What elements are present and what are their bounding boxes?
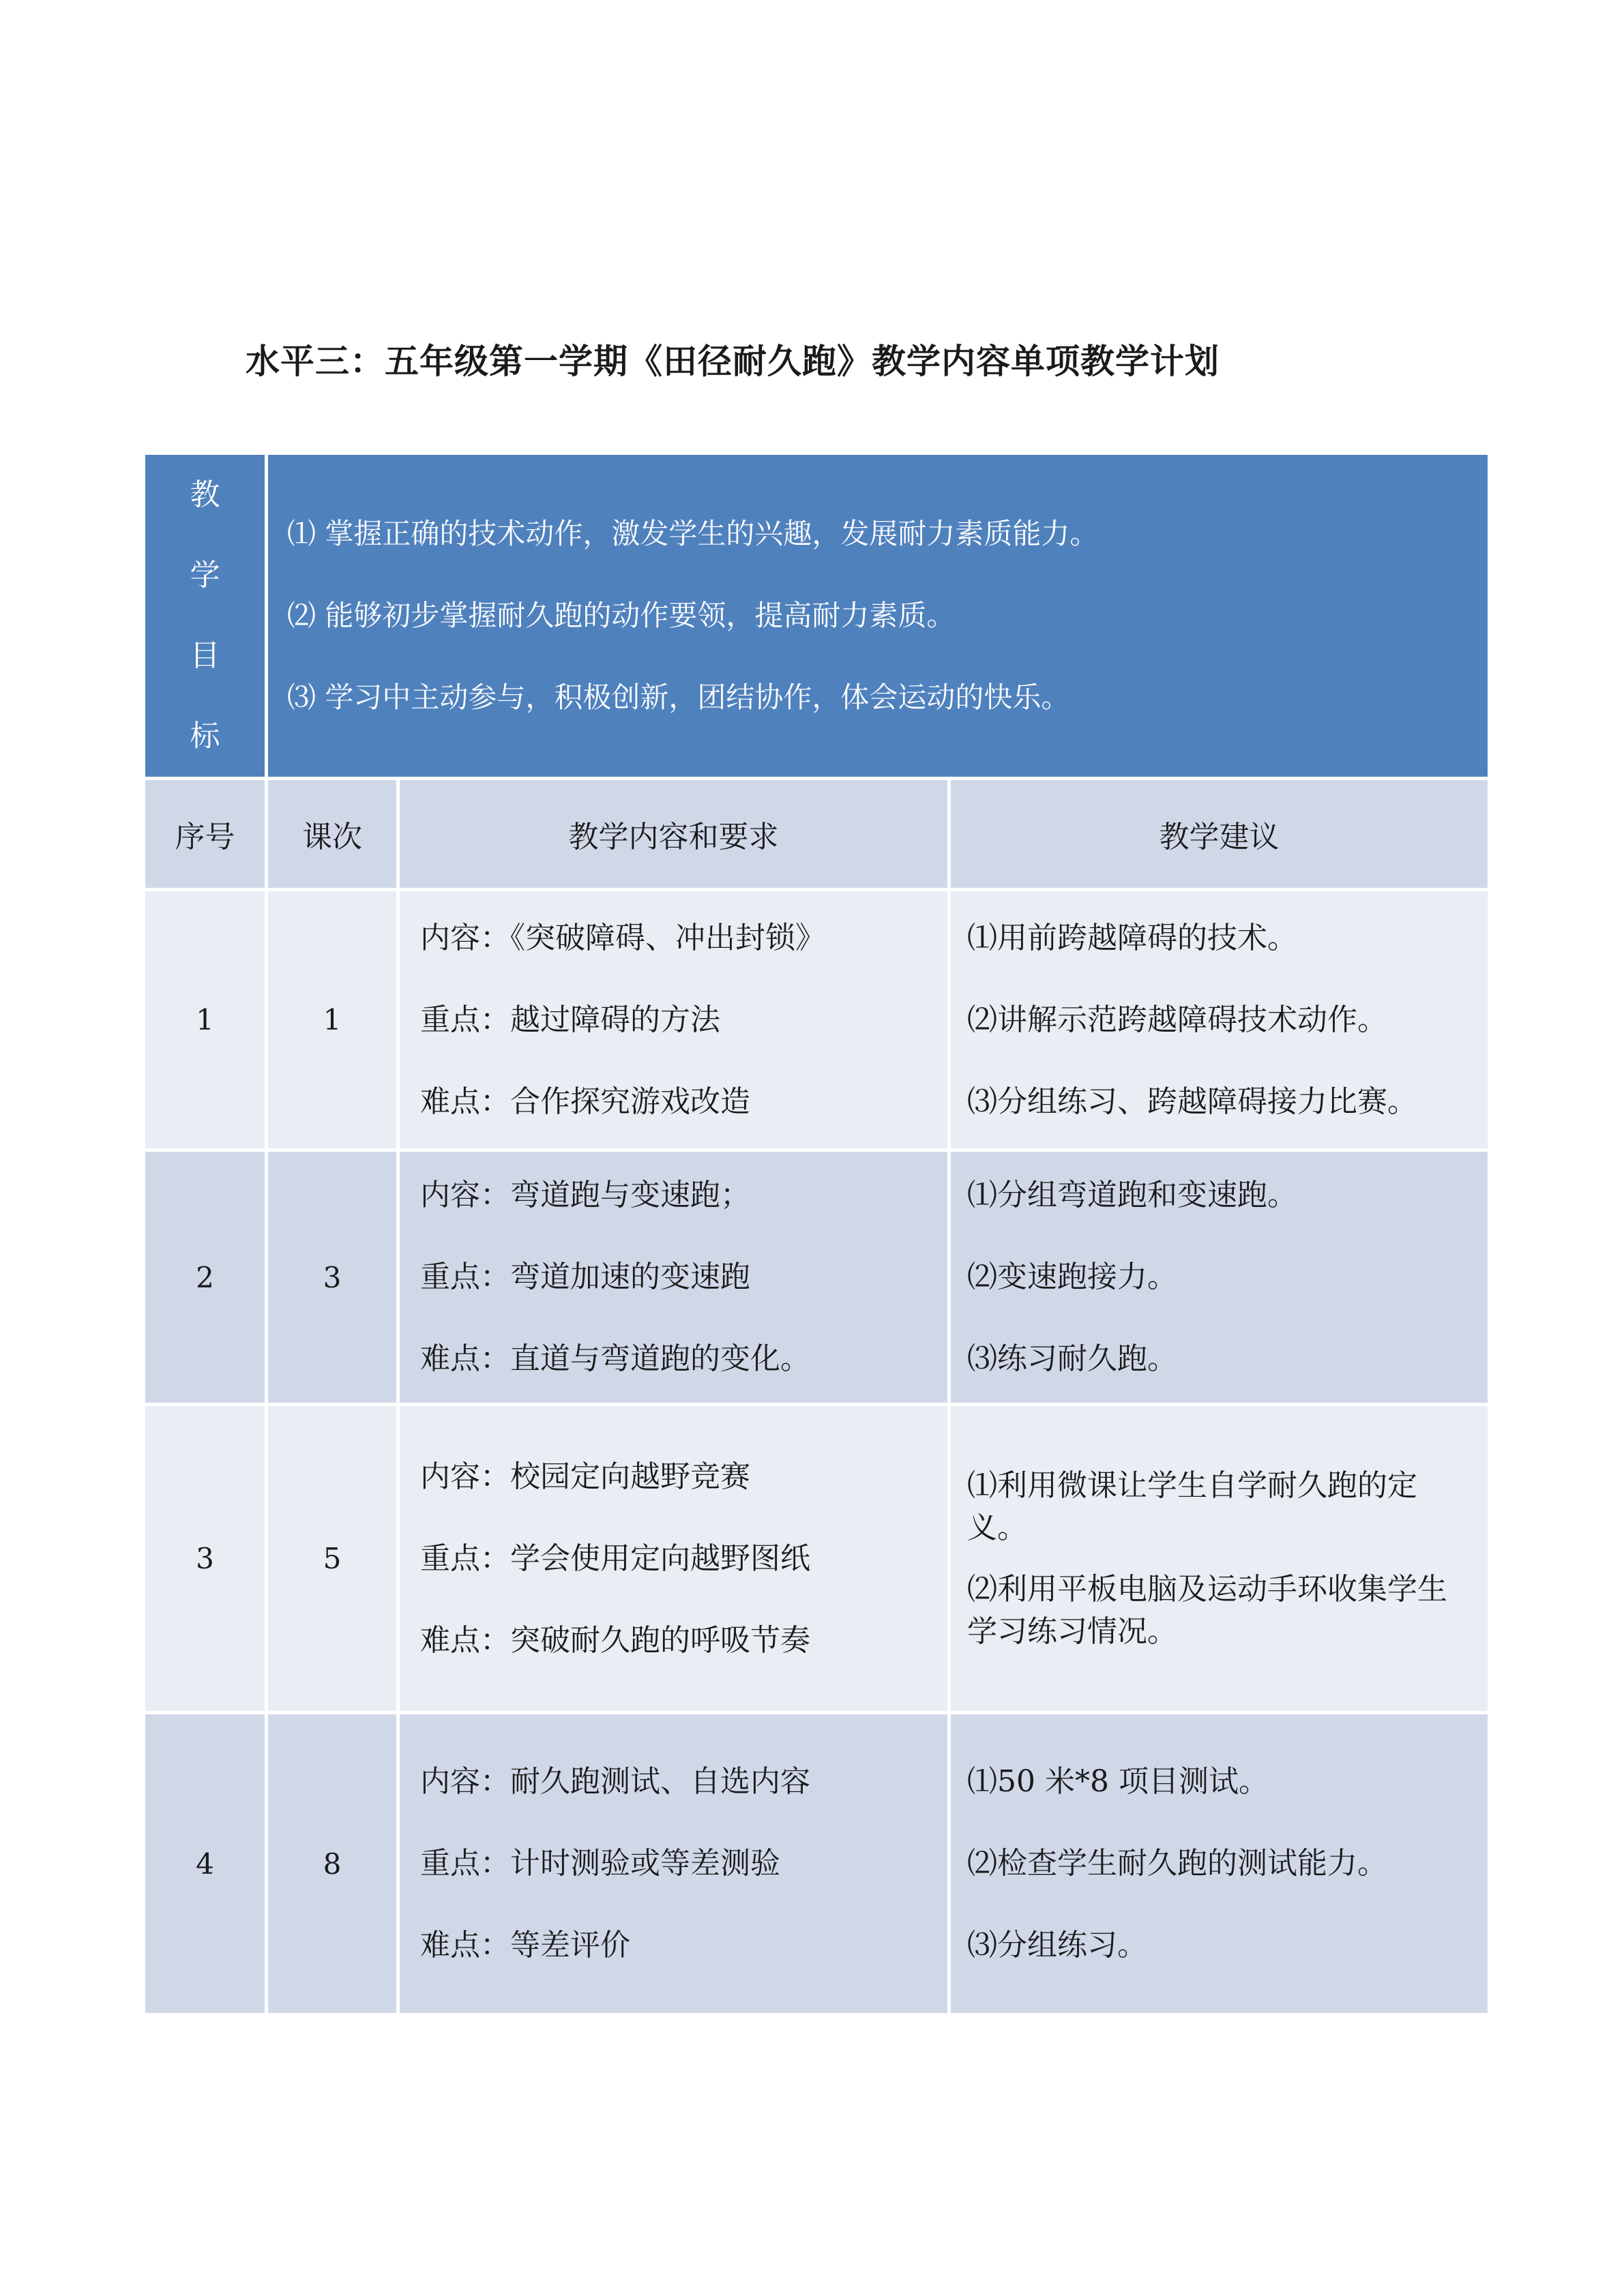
objectives-list [267, 453, 1490, 779]
objective-item: ⑴ 掌握正确的技术动作，激发学生的兴趣，发展耐力素质能力。 [287, 517, 1099, 550]
row-suggestions [949, 890, 1490, 1150]
row-content [398, 1150, 949, 1405]
teaching-plan-table [142, 451, 1491, 2016]
table-row [144, 1713, 1490, 2015]
suggestion-line: ⑵变速跑接力。 [967, 1259, 1177, 1294]
header-row [144, 779, 1490, 890]
content-line: 难点：等差评价 [420, 1928, 630, 1963]
row-content [398, 1713, 949, 2015]
suggestion-line: ⑵利用平板电脑及运动手环收集学生学习练习情况。 [967, 1571, 1447, 1649]
suggestion-line: ⑶分组练习。 [967, 1928, 1147, 1963]
row-index: 2 [144, 1150, 267, 1405]
content-line: 内容：校园定向越野竞赛 [420, 1459, 750, 1494]
objective-item: ⑶ 学习中主动参与，积极创新，团结协作，体会运动的快乐。 [287, 681, 1070, 714]
row-content [398, 890, 949, 1150]
header-index: 序号 [144, 779, 267, 890]
content-line: 难点：直道与弯道跑的变化。 [420, 1341, 810, 1376]
objective-item: ⑵ 能够初步掌握耐久跑的动作要领，提高耐力素质。 [287, 599, 956, 632]
content-line: 难点：突破耐久跑的呼吸节奏 [420, 1622, 810, 1658]
row-lesson: 5 [267, 1405, 398, 1713]
objectives-label-char: 目 [190, 638, 220, 673]
suggestion-line: ⑴用前跨越障碍的技术。 [967, 920, 1297, 955]
suggestion-line: ⑴利用微课让学生自学耐久跑的定义。 [967, 1467, 1417, 1545]
content-line: 内容：《突破障碍、冲出封锁》 [420, 920, 825, 955]
table-row [144, 890, 1490, 1150]
suggestion-line: ⑵讲解示范跨越障碍技术动作。 [967, 1002, 1387, 1037]
table-row [144, 1150, 1490, 1405]
row-index: 4 [144, 1713, 267, 2015]
suggestion-line: ⑴分组弯道跑和变速跑。 [967, 1178, 1297, 1212]
row-content [398, 1405, 949, 1713]
objectives-label-char: 教 [190, 477, 220, 512]
suggestion-line: ⑶练习耐久跑。 [967, 1341, 1177, 1376]
row-lesson: 3 [267, 1150, 398, 1405]
row-lesson: 1 [267, 890, 398, 1150]
row-lesson: 8 [267, 1713, 398, 2015]
content-line: 内容：耐久跑测试、自选内容 [420, 1764, 810, 1799]
row-suggestions [949, 1405, 1490, 1713]
objectives-label-char: 学 [190, 558, 220, 593]
row-index: 1 [144, 890, 267, 1150]
header-content: 教学内容和要求 [398, 779, 949, 890]
suggestion-line: ⑵检查学生耐久跑的测试能力。 [967, 1846, 1387, 1881]
row-suggestions [949, 1713, 1490, 2015]
table-row [144, 1405, 1490, 1713]
header-lesson: 课次 [267, 779, 398, 890]
content-line: 内容：弯道跑与变速跑； [420, 1178, 750, 1212]
objectives-label [144, 453, 267, 779]
content-line: 重点：学会使用定向越野图纸 [420, 1540, 810, 1576]
content-line: 重点：弯道加速的变速跑 [420, 1259, 750, 1294]
content-line: 重点：计时测验或等差测验 [420, 1846, 780, 1881]
suggestion-line: ⑴50 米*8 项目测试。 [967, 1764, 1269, 1799]
content-line: 重点：越过障碍的方法 [420, 1002, 720, 1037]
content-line: 难点：合作探究游戏改造 [420, 1084, 750, 1119]
row-index: 3 [144, 1405, 267, 1713]
objectives-row [144, 453, 1490, 779]
suggestion-line: ⑶分组练习、跨越障碍接力比赛。 [967, 1084, 1417, 1119]
objectives-label-char: 标 [190, 719, 220, 754]
row-suggestions [949, 1150, 1490, 1405]
page-title: 水平三：五年级第一学期《田径耐久跑》教学内容单项教学计划 [246, 341, 1220, 381]
header-suggestions: 教学建议 [949, 779, 1490, 890]
